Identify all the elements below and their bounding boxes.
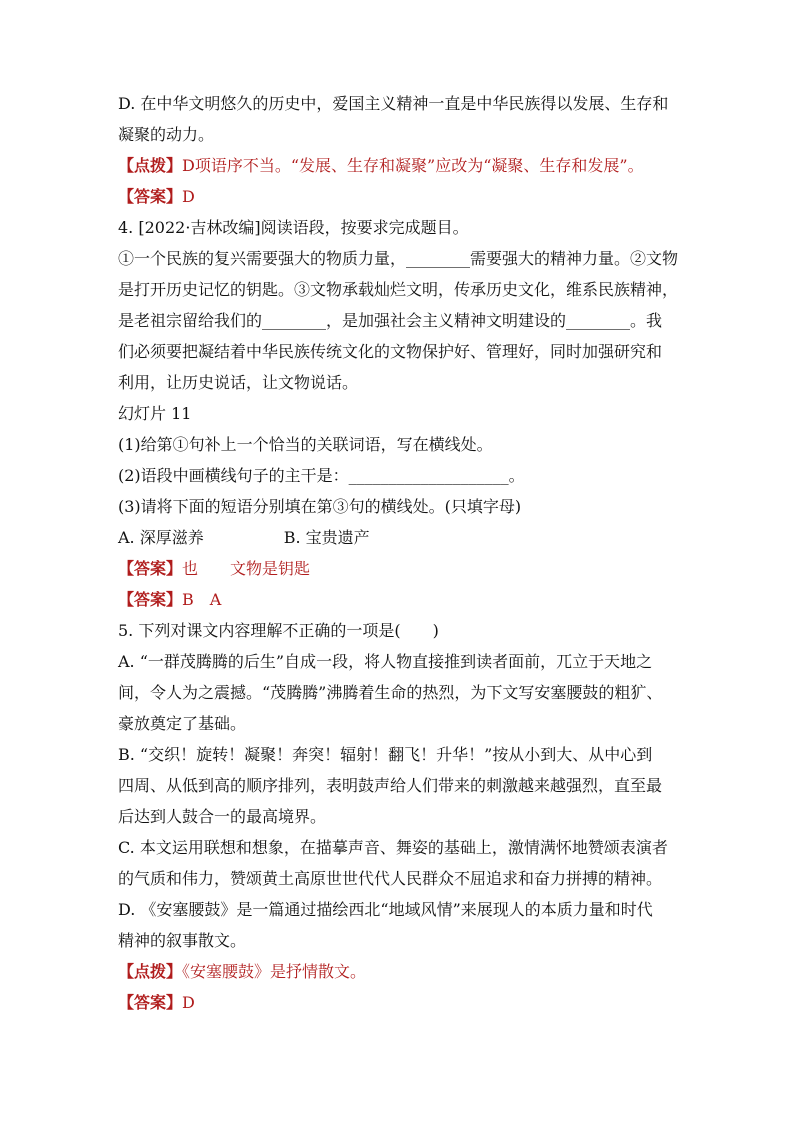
- option-d-line-2: 凝聚的动力。: [118, 125, 215, 144]
- answer-text: A: [209, 590, 222, 609]
- q4-sub-question-1: (1)给第①句补上一个恰当的关联词语，写在横线处。: [118, 435, 493, 454]
- answer-text: D: [182, 993, 195, 1012]
- q5-answer: [118, 987, 680, 1018]
- q4-passage-line-5: 利用，让历史说话，让文物说话。: [118, 373, 359, 392]
- hint-label: 【点拨】: [118, 156, 183, 175]
- q5-option-a-line-1: A. “一群茂腾腾的后生”自成一段，将人物直接推到读者面前，兀立于天地之: [118, 652, 653, 671]
- hint-text: D项语序不当。“发展、生存和凝聚”应改为“凝聚、生存和发展”。: [182, 156, 644, 175]
- option-d-line-1: D. 在中华文明悠久的历史中，爱国主义精神一直是中华民族得以发展、生存和: [118, 94, 669, 113]
- q4-option-a: A. 深厚滋养: [118, 528, 204, 547]
- q3-hint: [118, 150, 680, 181]
- q4-passage-line-4: 们必须要把凝结着中华民族传统文化的文物保护好、管理好，同时加强研究和: [118, 342, 663, 361]
- q4-answer-2: [118, 584, 680, 615]
- q4-sub-question-3: (3)请将下面的短语分别填在第③句的横线处。(只填字母): [118, 497, 522, 516]
- q5-option-b-line-2: 四周、从低到高的顺序排列，表明鼓声给人们带来的刺激越来越强烈，直至最: [118, 776, 663, 795]
- answer-text: 文物是钥匙: [230, 559, 311, 578]
- hint-label: 【点拨】: [118, 962, 183, 981]
- answer-text: 也: [182, 559, 199, 578]
- q5-option-b-line-3: 后达到人鼓合一的最高境界。: [118, 807, 327, 826]
- q4-sub-question-2: (2)语段中画横线句子的主干是：____________________。: [118, 466, 525, 485]
- q4-passage-line-1: ①一个民族的复兴需要强大的物质力量，________需要强大的精神力量。②文物: [118, 249, 679, 268]
- q3-answer: [118, 181, 680, 212]
- answer-label: 【答案】: [118, 187, 183, 206]
- q4-passage-line-3: 是老祖宗留给我们的________，是加强社会主义精神文明建设的________。我: [118, 311, 663, 330]
- slide-label: 幻灯片 11: [118, 404, 192, 423]
- q5-option-c-line-1: C. 本文运用联想和想象，在描摹声音、舞姿的基础上，激情满怀地赞颂表演者: [118, 838, 668, 857]
- answer-label: 【答案】: [118, 590, 183, 609]
- q4-answer-1: [118, 553, 680, 584]
- q5-option-d-line-2: 精神的叙事散文。: [118, 931, 247, 950]
- q5-option-c-line-2: 的气质和伟力，赞颂黄土高原世世代代人民群众不屈追求和奋力拼搏的精神。: [118, 869, 663, 888]
- q5-option-b-line-1: B. “交织！旋转！凝聚！奔突！辐射！翻飞！升华！”按从小到大、从中心到: [118, 745, 653, 764]
- q4-option-b: B. 宝贵遗产: [283, 528, 370, 547]
- q4-options: [118, 522, 680, 553]
- q5-option-d-line-1: D. 《安塞腰鼓》是一篇通过描绘西北“地域风情”来展现人的本质力量和时代: [118, 900, 653, 919]
- answer-text: D: [182, 187, 195, 206]
- answer-label: 【答案】: [118, 559, 183, 578]
- q4-passage-line-2: 是打开历史记忆的钥匙。③文物承载灿烂文明，传承历史文化，维系民族精神，: [118, 280, 679, 299]
- q5-heading: 5. 下列对课文内容理解不正确的一项是( ): [118, 621, 439, 640]
- q5-hint: [118, 956, 680, 987]
- q5-option-a-line-2: 间，令人为之震撼。“茂腾腾”沸腾着生命的热烈，为下文写安塞腰鼓的粗犷、: [118, 683, 663, 702]
- answer-label: 【答案】: [118, 993, 183, 1012]
- q5-option-a-line-3: 豪放奠定了基础。: [118, 714, 247, 733]
- hint-text: 《安塞腰鼓》是抒情散文。: [182, 962, 367, 981]
- answer-text: B: [182, 590, 194, 609]
- document-content: [118, 88, 680, 1018]
- q4-heading: 4. [2022·吉林改编]阅读语段，按要求完成题目。: [118, 218, 469, 237]
